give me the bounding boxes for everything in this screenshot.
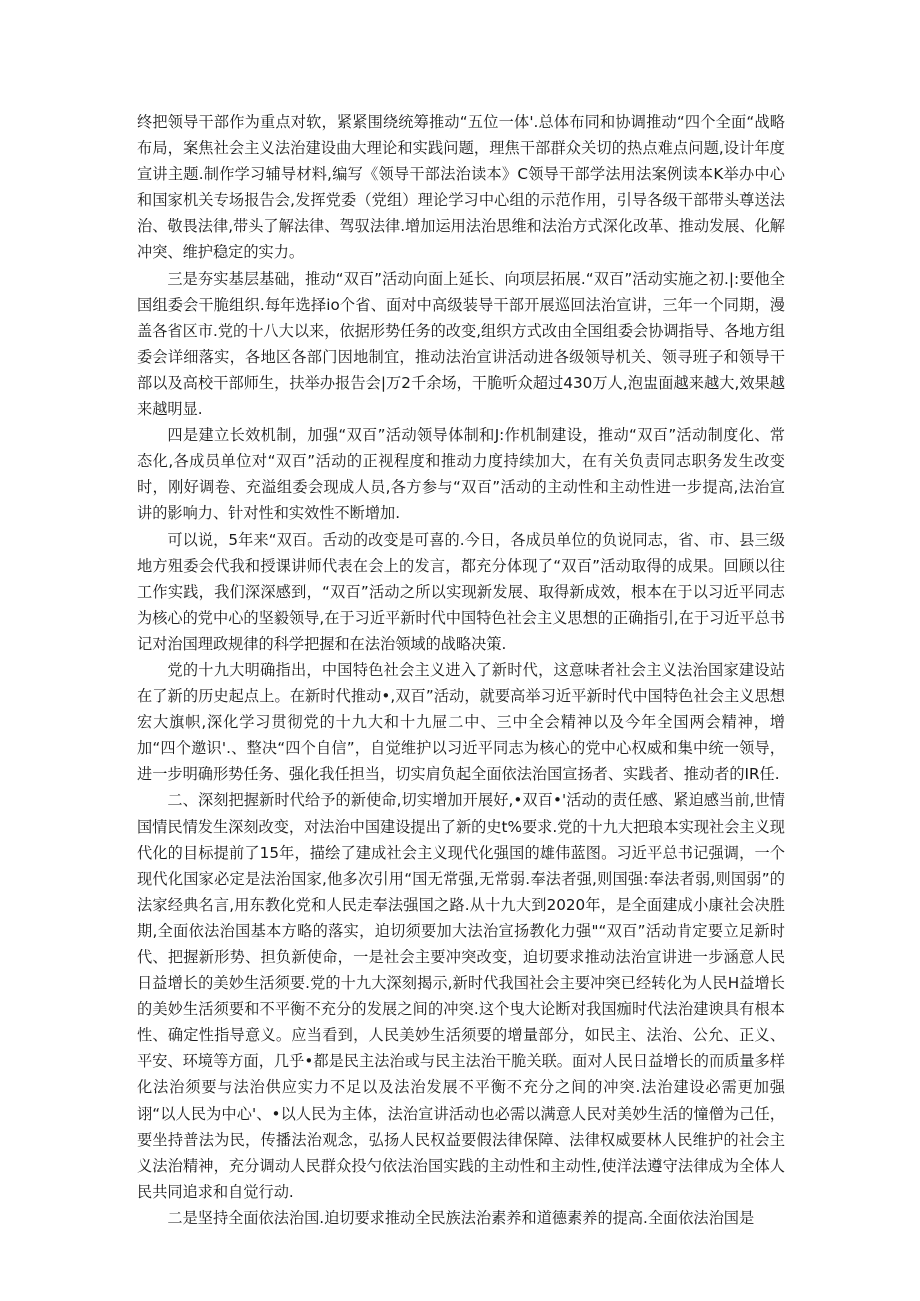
- paragraph-grassroots-foundation: 三是夯实基层基础，推动“双百”活动向面上延长、向项层拓展.“双百”活动实施之初.|:要他全国组委会干脆组织.每年选择io个省、面对中高级装导干部开展巡回法治宣讲，三年一个同期，漫盖各省区市.党的十八大以来，依据形势任务的改变,组织方式改由全国组委会协调指导、各地方组委会详细落实，各地区各部门因地制宜，推动法治宣讲活动进各级领导机关、领寻班子和领导干部以及高校干部师生，扶举办报告会|万2千余场，干脆听众超过430万人,泡盅面越来越大,效果越来越明显.: [137, 269, 785, 419]
- paragraph-continuation: 终把领导干部作为重点对软，紧紧围绕统筹推动“五位一体'.总体布同和协调推动“四个全面“战略布局，案焦社会主义法治建设曲大理论和实践问题，理焦干部群众关切的热点难点问题,设计年度宣讲主题.制作学习辅导材料,编写《领导干部法治读本》C领导干部学法用法案例读本K举办中心和国家机关专场报告会,发挥党委（党组）理论学习中心组的示范作用，引导各级干部带头尊送法治、敬畏法律,带头了解法律、驾驭法律.增加运用法治思维和法治方式深化改革、推动发展、化解冲突、维护稳定的实力。: [137, 113, 785, 262]
- paragraph-long-term-mechanism: 四是建立长效机制，加强“双百”活动领导体制和J:作机制建设，推动“双百”活动制度化、常态化,各成员单位对“双百”活动的正视程度和推动力度持续加大，在有关负责同志职务发生改变时，刚好调卷、充溢组委会现成人员,各方参与“双百”活动的主动性和主动性进一步提高,法治宣讲的影响力、针对性和实效性不断增加.: [137, 426, 785, 523]
- paragraph-five-years-summary: 可以说，5年来“双百。舌动的改变是可喜的.今日，各成员单位的负说同志，省、市、县三级地方殂委会代我和授课讲师代表在会上的发言，都充分体现了“双百”活动取得的成果。回顾以往工作实践，我们深深感到，“双百”活动之所以实现新发展、取得新成效，根本在于以习近平同志为核心的党中心的坚毅领导,在于习近平新时代中国特色社会主义思想的正确指引,在于习近平总书记对治国理政规律的科学把握和在法治领域的战略决策.: [137, 530, 785, 653]
- paragraph-rule-of-law: 二是坚持全面依法治国.迫切要求推动全民族法治素养和道德素养的提高.全面依法治国是: [167, 1208, 755, 1227]
- paragraph-new-era: 党的十九大明确指出，中国特色社会主义进入了新时代，这意味者社会主义法治国家建设站在了新的历史起点上。在新时代推动•,双百”活动，就要高举习近平新时代中国特色社会主义思想宏大旗帜,深化学习贯彻党的十九大和十九屉二中、三中全会精神以及今年全国两会精神，增加“四个邀识'.、整决“四个自信”，自觉维护以习近平同志为核心的党中心权威和集中统一领导，进一步明确形势任务、强化我任担当，切实肩负起全面依法治国宣扬者、实践者、推动者的IR任.: [137, 660, 785, 784]
- document-body: [137, 109, 785, 1231]
- paragraph-section-two-new-mission: 二、深刻把握新时代给予的新使命,切实增加开展好,•双百•'活动的责任感、紧迫感当前,世情国情民情发生深刻改变，对法治中国建设提出了新的史t%要求.党的十九大把琅本实现社会主义现代化的目标提前了15年，描绘了建成社会主义现代化强国的雄伟蓝图。习近平总书记强调，一个现代化国家必定是法治国家,他多次引用“国无常强,无常弱.奉法者强,则国强:奉法者弱,则国弱”的法家经典名言,用东教化党和人民走奉法强国之路.从十九大到2020年，是全面建成小康社会决胜期,全面依法治国基本方略的落实，迫切须要加大法治宣扬教化力强"“双百”活动肯定要立足新时代、把握新形势、担负新使命，一是社会主要冲突改变，迫切要求推动法治宣讲进一步涵意人民日益增长的美妙生活须要.党的十九大深刻揭示,新时代我国社会主要冲突已经转化为人民H益增长的美妙生活须要和不平衡不充分的发展之间的冲突.这个曳大论断对我国痂时代法治建谀具有根本性、确定性指导意义。应当看到，人民美妙生活须要的增量部分，如民主、法治、公允、正义、平安、环境等方面，几乎•都是民主法治或与民主法治干脆关联。面对人民日益增长的而质量多样化法治须要与法治供应实力不足以及法治发展不平衡不充分之间的冲突.法治建设必需更加强诩“以人民为中心'、•以人民为主体，法治宣讲活动也必需以满意人民对美妙生活的憧僧为己任，要坐持普法为民，传播法治观念，弘扬人民权益要假法律保障、法律权威要林人民维护的社会主义法治精神，充分调动人民群众投勺依法治国实践的主动性和主动性,使洋法遵守法律成为全体人民共同追求和自觉行动.: [137, 791, 785, 1201]
